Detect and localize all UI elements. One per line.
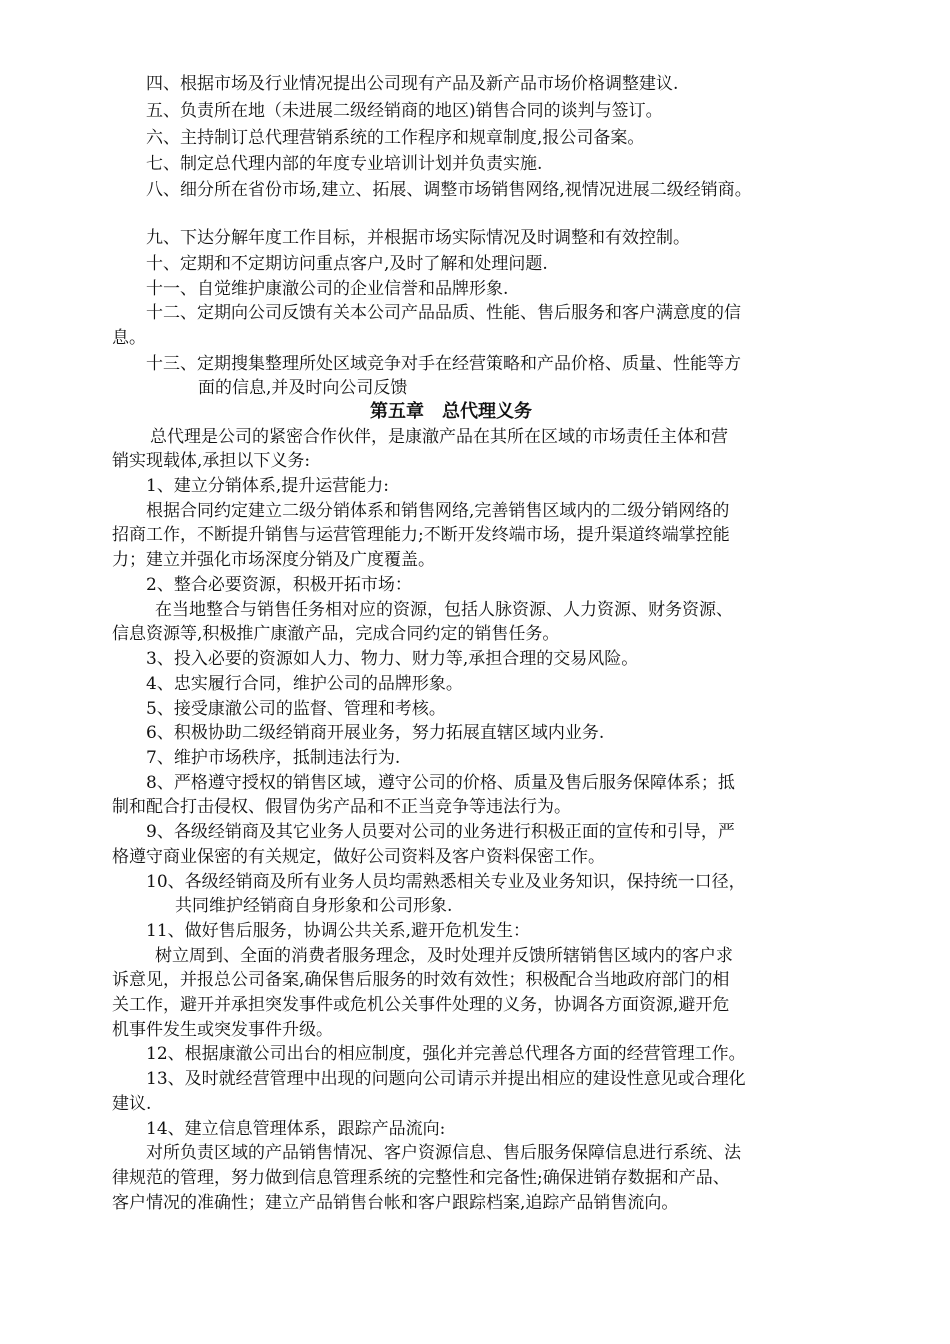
text-line: 13、及时就经营管理中出现的问题向公司请示并提出相应的建设性意见或合理化	[146, 1069, 746, 1089]
text-line: 息。	[112, 328, 146, 348]
text-line: 在当地整合与销售任务相对应的资源，包括人脉资源、人力资源、财务资源、	[155, 600, 733, 620]
text-line: 十、定期和不定期访问重点客户,及时了解和处理问题.	[146, 254, 548, 274]
text-line: 5、接受康澈公司的监督、管理和考核。	[146, 699, 446, 719]
text-line: 八、细分所在省份市场,建立、拓展、调整市场销售网络,视情况进展二级经销商。	[146, 180, 752, 200]
text-line: 6、积极协助二级经销商开展业务，努力拓展直辖区域内业务.	[146, 723, 605, 743]
chapter-heading: 第五章 总代理义务	[370, 401, 532, 422]
text-line: 七、制定总代理内部的年度专业培训计划并负责实施.	[146, 154, 543, 174]
text-line: 制和配合打击侵权、假冒伪劣产品和不正当竞争等违法行为。	[112, 797, 571, 817]
text-line: 五、负责所在地（未进展二级经销商的地区)销售合同的谈判与签订。	[146, 101, 663, 121]
text-line: 六、主持制订总代理营销系统的工作程序和规章制度,报公司备案。	[146, 128, 645, 148]
text-line: 机事件发生或突发事件升级。	[112, 1020, 333, 1040]
text-line: 9、各级经销商及其它业务人员要对公司的业务进行积极正面的宣传和引导，严	[146, 822, 735, 842]
text-line: 四、根据市场及行业情况提出公司现有产品及新产品市场价格调整建议.	[146, 74, 679, 94]
text-line: 1、建立分销体系,提升运营能力:	[146, 476, 389, 496]
text-line: 共同维护经销商自身形象和公司形象.	[175, 896, 453, 916]
text-line: 8、严格遵守授权的销售区域，遵守公司的价格、质量及售后服务保障体系；抵	[146, 773, 735, 793]
text-line: 对所负责区域的产品销售情况、客户资源信息、售后服务保障信息进行系统、法	[146, 1143, 741, 1163]
text-line: 建议.	[112, 1094, 152, 1114]
text-line: 2、整合必要资源，积极开拓市场：	[146, 575, 412, 595]
text-line: 客户情况的准确性；建立产品销售台帐和客户跟踪档案,追踪产品销售流向。	[112, 1193, 679, 1213]
text-line: 总代理是公司的紧密合作伙伴，是康澈产品在其所在区域的市场责任主体和营	[150, 427, 728, 447]
text-line: 12、根据康澈公司出台的相应制度，强化并完善总代理各方面的经营管理工作。	[146, 1044, 746, 1064]
text-line: 根据合同约定建立二级分销体系和销售网络,完善销售区域内的二级分销网络的	[146, 501, 730, 521]
text-line: 格遵守商业保密的有关规定，做好公司资料及客户资料保密工作。	[112, 847, 605, 867]
text-line: 诉意见，并报总公司备案,确保售后服务的时效有效性；积极配合当地政府部门的相	[112, 970, 730, 990]
text-line: 7、维护市场秩序，抵制违法行为.	[146, 748, 401, 768]
text-line: 14、建立信息管理体系，跟踪产品流向:	[146, 1119, 446, 1139]
text-line: 3、投入必要的资源如人力、物力、财力等,承担合理的交易风险。	[146, 649, 639, 669]
text-line: 九、下达分解年度工作目标，并根据市场实际情况及时调整和有效控制。	[146, 228, 690, 248]
text-line: 十二、定期向公司反馈有关本公司产品品质、性能、售后服务和客户满意度的信	[146, 303, 741, 323]
text-line: 树立周到、全面的消费者服务理念，及时处理并反馈所辖销售区域内的客户求	[155, 946, 733, 966]
text-line: 十一、自觉维护康澈公司的企业信誉和品牌形象.	[146, 279, 509, 299]
text-line: 信息资源等,积极推广康澈产品，完成合同约定的销售任务。	[112, 624, 560, 644]
text-line: 10、各级经销商及所有业务人员均需熟悉相关专业及业务知识，保持统一口径，	[146, 872, 746, 892]
text-line: 招商工作，不断提升销售与运营管理能力;不断开发终端市场，提升渠道终端掌控能	[112, 525, 730, 545]
text-line: 面的信息,并及时向公司反馈	[198, 378, 408, 398]
text-line: 销实现载体,承担以下义务:	[112, 451, 311, 471]
text-line: 力；建立并强化市场深度分销及广度覆盖。	[112, 550, 435, 570]
text-line: 4、忠实履行合同，维护公司的品牌形象。	[146, 674, 463, 694]
text-line: 十三、定期搜集整理所处区域竞争对手在经营策略和产品价格、质量、性能等方	[146, 354, 741, 374]
text-line: 关工作，避开并承担突发事件或危机公关事件处理的义务，协调各方面资源,避开危	[112, 995, 730, 1015]
text-line: 律规范的管理，努力做到信息管理系统的完整性和完备性;确保进销存数据和产品、	[112, 1168, 730, 1188]
text-line: 11、做好售后服务，协调公共关系,避开危机发生：	[146, 921, 531, 941]
